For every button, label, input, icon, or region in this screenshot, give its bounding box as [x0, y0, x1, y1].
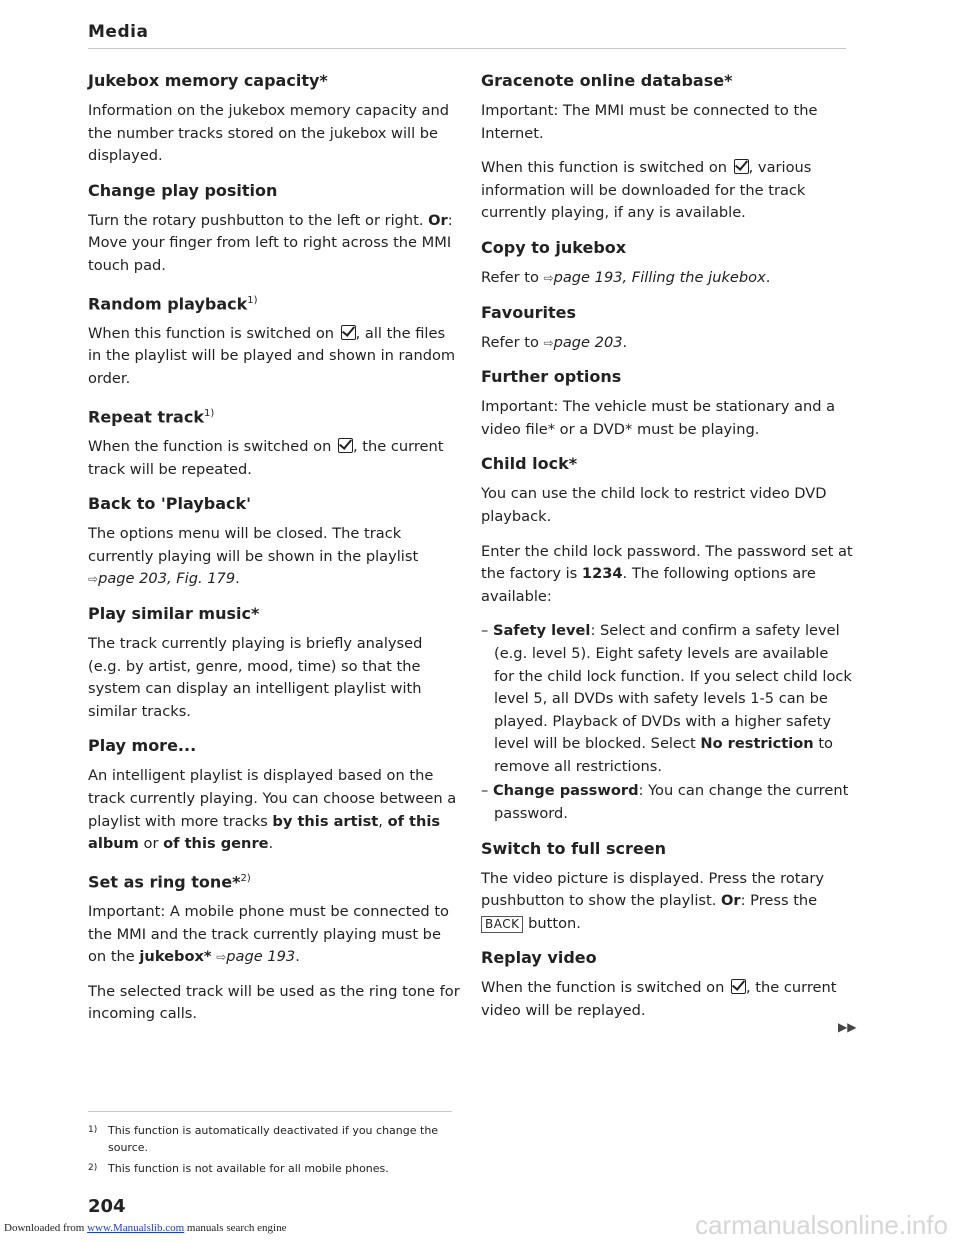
text: . — [235, 570, 240, 588]
text: Enter the child lock password. The password set at the factory is — [481, 542, 853, 583]
jukebox-capacity-section — [88, 70, 460, 168]
page-reference-link[interactable] — [216, 948, 295, 965]
section-heading: Further options — [481, 367, 622, 387]
footnote — [88, 1160, 448, 1177]
section-heading: Copy to jukebox — [481, 237, 627, 257]
option-label: Change password — [492, 782, 639, 800]
section-heading: Play more... — [88, 736, 197, 756]
page-reference-link[interactable] — [544, 334, 623, 351]
child-lock-section — [481, 453, 853, 825]
section-heading: Jukebox memory capacity* — [88, 71, 328, 90]
footnote-marker: 2) — [240, 872, 251, 884]
text: : You can change the current password. — [494, 782, 849, 823]
text: : Select and confirm a safety level (e.g. level 5). Eight safety levels are available for the child lock function. If you select child lock level 5, all DVDs with safety levels 1-5 can be played. Playback of DVDs with a higher safety level will be blocked. Select — [494, 622, 852, 753]
replay-video-section — [481, 947, 853, 1022]
repeat-track-section — [88, 403, 460, 482]
password-value: 1234 — [581, 565, 623, 583]
paragraph: Important: The MMI must be connected to the Internet. — [481, 102, 818, 142]
header-divider — [88, 48, 846, 49]
text: to remove all restrictions. — [494, 735, 833, 775]
further-options-section — [481, 366, 853, 441]
right-column — [481, 70, 853, 1035]
heading-text: Repeat track — [88, 407, 204, 426]
section-heading — [88, 403, 460, 428]
reference-text: page 193, Filling the jukebox — [553, 268, 766, 286]
option-label: by this artist — [272, 812, 379, 830]
section-heading: Favourites — [481, 302, 576, 322]
text: When the function is switched on — [88, 438, 332, 455]
text: : Press the — [740, 892, 818, 910]
gracenote-section — [481, 70, 853, 225]
checkbox-checked-icon — [341, 325, 356, 340]
heading-text: Set as ring tone* — [88, 872, 241, 892]
option-label: No restriction — [700, 735, 814, 753]
section-heading: Play similar music* — [88, 603, 260, 623]
section-title: Media — [88, 22, 149, 42]
paragraph: You can use the child lock to restrict video DVD playback. — [481, 485, 827, 525]
favourites-section — [481, 302, 853, 355]
footnote-marker: 1) — [203, 407, 215, 419]
arrow-right-icon: ▶▶ — [838, 1020, 857, 1034]
text: Refer to — [481, 268, 539, 286]
text: , the current video will be replayed. — [481, 979, 837, 1020]
heading-text: Random playback — [88, 293, 248, 313]
text: . — [622, 333, 628, 351]
footnote-divider — [88, 1111, 452, 1112]
text: . — [295, 948, 300, 966]
text: Downloaded from — [4, 1222, 85, 1234]
footnote-text: This function is not available for all mobile phones. — [108, 1162, 389, 1175]
text: or — [143, 835, 159, 853]
text: . — [268, 835, 274, 853]
paragraph — [88, 523, 460, 591]
option-label: Safety level — [492, 622, 591, 640]
text: . — [765, 268, 771, 286]
paragraph — [88, 323, 460, 391]
page-reference-link[interactable] — [544, 269, 766, 286]
arrow-right-outline-icon: ⇨ — [216, 950, 227, 965]
text: . The following options are available: — [481, 565, 816, 605]
checkbox-checked-icon — [734, 159, 749, 174]
reference-text: page 203, Fig. 179 — [98, 570, 236, 588]
section-heading: Gracenote online database* — [481, 71, 733, 90]
full-screen-section — [481, 838, 853, 936]
paragraph: The selected track will be used as the ring tone for incoming calls. — [88, 982, 460, 1023]
text: The video picture is displayed. Press the rotary pushbutton to show the playlist. — [481, 869, 825, 910]
paragraph — [481, 977, 853, 1022]
paragraph — [88, 901, 460, 969]
arrow-right-outline-icon: ⇨ — [88, 572, 99, 587]
ring-tone-section — [88, 868, 460, 1026]
paragraph: Information on the jukebox memory capacity and the number tracks stored on the jukebox will be displayed. — [88, 102, 450, 165]
text: , the current track will be repeated. — [88, 438, 444, 478]
text: Turn the rotary pushbutton to the left or right. — [88, 211, 424, 229]
play-similar-section — [88, 603, 460, 723]
copy-to-jukebox-section — [481, 237, 853, 290]
back-to-playback-section — [88, 493, 460, 591]
text: Refer to — [481, 333, 539, 351]
option-label: of this genre — [163, 835, 269, 853]
paragraph: Important: The vehicle must be stationary and a video file* or a DVD* must be playing. — [481, 398, 836, 438]
text: , — [378, 812, 383, 830]
download-notice — [4, 1222, 286, 1234]
text: When this function is switched on — [481, 159, 728, 177]
section-heading: Replay video — [481, 948, 597, 968]
footnote-text: This function is automatically deactivated if you change the source. — [108, 1124, 439, 1154]
list-item: – Change password: You can change the current password. — [481, 782, 849, 823]
text: : Move your finger from left to right across the MMI touch pad. — [88, 211, 453, 274]
footnote-marker: 1) — [247, 294, 258, 306]
text: The options menu will be closed. The track currently playing will be shown in the playlist — [88, 525, 419, 565]
text: manuals search engine — [186, 1222, 287, 1234]
text: button. — [528, 914, 581, 932]
text: An intelligent playlist is displayed based on the track currently playing. You can choose between a playlist with more tracks — [88, 767, 457, 830]
arrow-right-outline-icon: ⇨ — [543, 270, 554, 285]
paragraph — [481, 541, 853, 609]
play-more-section — [88, 735, 460, 855]
section-heading: Switch to full screen — [481, 838, 666, 858]
or-label: Or — [721, 892, 741, 910]
paragraph — [481, 332, 853, 355]
section-heading: Back to 'Playback' — [88, 494, 252, 514]
footnote — [88, 1122, 448, 1156]
paragraph — [88, 765, 460, 855]
section-heading — [88, 868, 460, 893]
reference-text: page 193 — [226, 948, 296, 966]
arrow-right-outline-icon: ⇨ — [543, 335, 554, 350]
paragraph — [481, 157, 853, 225]
left-column — [88, 70, 460, 1038]
text: , all the files in the playlist will be played and shown in random order. — [88, 324, 456, 388]
footnote-number: 2) — [88, 1163, 98, 1173]
checkbox-checked-icon — [731, 979, 746, 994]
text: When the function is switched on — [481, 979, 725, 997]
random-playback-section — [88, 290, 460, 391]
text: Important: A mobile phone must be connected to the MMI and the track currently playing must be on the — [88, 903, 449, 966]
paragraph — [88, 210, 460, 278]
paragraph — [88, 436, 460, 481]
section-heading: Child lock* — [481, 454, 578, 474]
footnotes — [88, 1122, 448, 1181]
footnote-number: 1) — [88, 1125, 98, 1135]
watermark: carmanualsonline.info — [695, 1210, 948, 1240]
list-item: – Safety level: Select and confirm a safety level (e.g. level 5). Eight safety levels are available for the child lock function. If you select child lock level 5, all DVDs with safety levels 1-5 can be played. Playback of DVDs with a higher safety level will be blocked. Select No restriction to remove all restrictions. — [481, 622, 852, 775]
manualslib-link[interactable]: www.Manualslib.com — [87, 1222, 185, 1234]
text: When this function is switched on — [88, 324, 335, 342]
checkbox-checked-icon — [338, 438, 353, 453]
play-position-section — [88, 180, 460, 278]
or-label: Or — [428, 211, 448, 229]
paragraph: The track currently playing is briefly analysed (e.g. by artist, genre, mood, time) so that the system can display an intelligent playlist with similar tracks. — [88, 634, 423, 720]
text: , various information will be downloaded for the track currently playing, if any is available. — [481, 159, 812, 222]
paragraph — [481, 868, 853, 936]
section-heading: Change play position — [88, 180, 278, 200]
reference-text: page 203 — [553, 333, 623, 351]
options-list — [481, 620, 853, 825]
bold-term: jukebox* — [139, 948, 212, 966]
section-heading — [88, 290, 460, 315]
paragraph — [481, 267, 853, 290]
page-reference-link[interactable] — [88, 570, 235, 587]
option-label: of this album — [88, 812, 441, 853]
back-key: BACK — [481, 916, 523, 933]
page-number: 204 — [88, 1196, 126, 1217]
